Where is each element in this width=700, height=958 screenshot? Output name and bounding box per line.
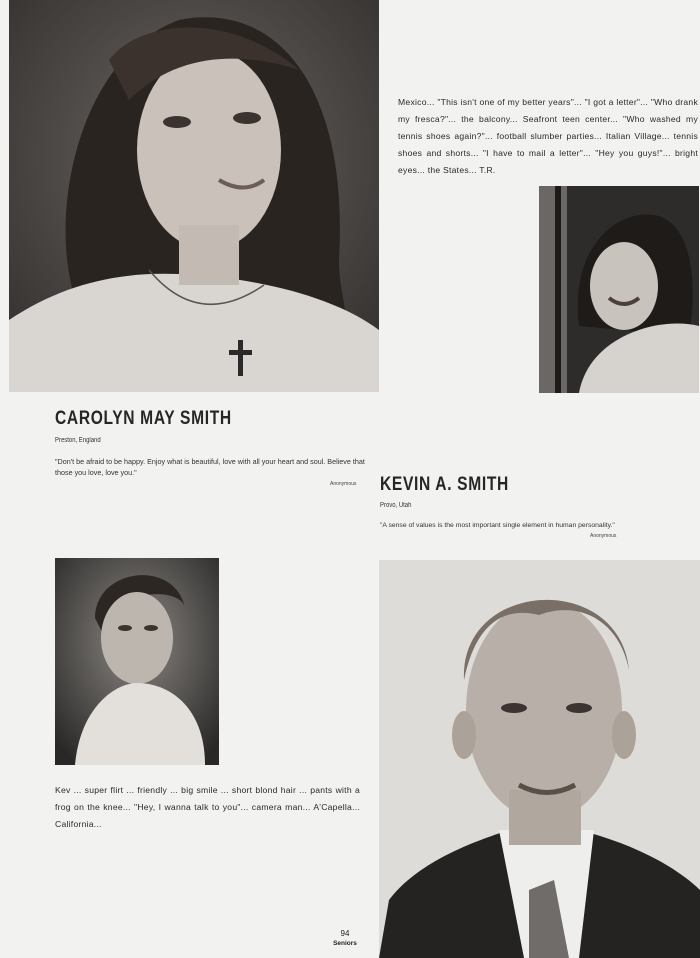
carolyn-name: CAROLYN MAY SMITH [55,408,232,429]
carolyn-portrait-photo [9,0,379,392]
page-number: 94 [340,929,350,938]
kevin-quote: "A sense of values is the most important single element in human personality." [380,522,615,529]
kevin-name: KEVIN A. SMITH [380,474,509,495]
carolyn-candid-photo [539,186,699,393]
carolyn-quote-attribution: Anonymous [330,481,357,487]
carolyn-quote: "Don't be afraid to be happy. Enjoy what is beautiful, love with all your heart and soul. Believe that those you love, love you." [55,457,365,477]
carolyn-hometown: Preston, England [55,437,101,444]
kevin-portrait-photo [379,560,700,958]
kevin-quote-attribution: Anonymous [590,533,617,539]
kevin-candid-photo [55,558,219,765]
section-label: Seniors [333,940,357,947]
kevin-hometown: Provo, Utah [380,502,412,509]
carolyn-blurb: Mexico... "This isn't one of my better years"... "I got a letter"... "Who drank my fresca?"... the balcony... Seafront teen center... "Who washed my tennis shoes again?"... football slumber parties... Italian Village... tennis shoes and shorts... "I have to mail a letter"... "Hey you guys!"... bright eyes... the States... T.R. [398,97,698,175]
kevin-blurb: Kev ... super flirt ... friendly ... big smile ... short blond hair ... pants with a frog on the knee... "Hey, I wanna talk to you"... camera man... A'Capella... California... [55,785,360,829]
